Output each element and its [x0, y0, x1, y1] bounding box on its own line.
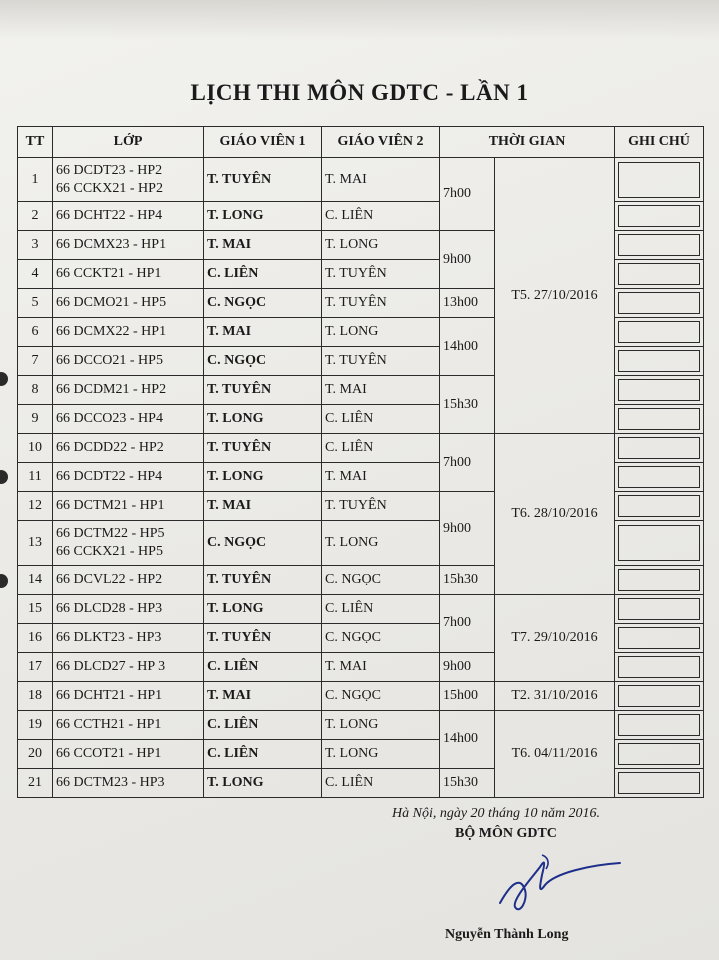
teacher-2: C. NGỌC	[322, 681, 440, 710]
note-box	[618, 772, 700, 794]
class-code: 66 DCTM22 - HP5 66 CCKX21 - HP5	[53, 521, 204, 565]
exam-date: T5. 27/10/2016	[495, 158, 615, 434]
note-cell	[615, 434, 704, 463]
signer-name: Nguyễn Thành Long	[445, 927, 569, 942]
teacher-2: T. LONG	[322, 318, 440, 347]
place-and-date: Hà Nội, ngày 20 tháng 10 năm 2016.	[392, 806, 601, 821]
teacher-1: T. TUYÊN	[204, 565, 322, 594]
row-number: 12	[18, 492, 53, 521]
teacher-2: T. TUYÊN	[322, 260, 440, 289]
class-code: 66 DLCD28 - HP3	[53, 594, 204, 623]
exam-time: 14h00	[440, 710, 495, 768]
row-number: 4	[18, 260, 53, 289]
teacher-1: T. MAI	[204, 231, 322, 260]
note-cell	[615, 289, 704, 318]
row-number: 7	[18, 347, 53, 376]
class-code: 66 DCHT21 - HP1	[53, 681, 204, 710]
note-cell	[615, 202, 704, 231]
row-number: 18	[18, 681, 53, 710]
exam-time: 9h00	[440, 652, 495, 681]
class-code: 66 CCOT21 - HP1	[53, 739, 204, 768]
header-teacher-2: GIÁO VIÊN 2	[322, 127, 440, 158]
note-box	[618, 162, 700, 198]
row-number: 10	[18, 434, 53, 463]
class-code: 66 DCHT22 - HP4	[53, 202, 204, 231]
note-cell	[615, 347, 704, 376]
exam-time: 14h00	[440, 318, 495, 376]
row-number: 21	[18, 768, 53, 797]
teacher-2: C. LIÊN	[322, 768, 440, 797]
row-number: 6	[18, 318, 53, 347]
teacher-2: T. MAI	[322, 376, 440, 405]
teacher-1: T. LONG	[204, 463, 322, 492]
note-cell	[615, 231, 704, 260]
note-cell	[615, 739, 704, 768]
row-number: 20	[18, 739, 53, 768]
teacher-2: T. TUYÊN	[322, 347, 440, 376]
table-row	[18, 434, 704, 463]
class-code: 66 DCDT23 - HP2 66 CCKX21 - HP2	[53, 158, 204, 202]
teacher-1: T. TUYÊN	[204, 434, 322, 463]
exam-date: T7. 29/10/2016	[495, 594, 615, 681]
teacher-1: T. MAI	[204, 492, 322, 521]
note-cell	[615, 623, 704, 652]
row-number: 14	[18, 565, 53, 594]
row-number: 2	[18, 202, 53, 231]
row-number: 1	[18, 158, 53, 202]
teacher-1: T. MAI	[204, 318, 322, 347]
exam-time: 15h30	[440, 768, 495, 797]
teacher-2: C. LIÊN	[322, 594, 440, 623]
exam-schedule-table	[17, 126, 704, 798]
row-number: 16	[18, 623, 53, 652]
note-cell	[615, 376, 704, 405]
exam-date: T2. 31/10/2016	[495, 681, 615, 710]
teacher-2: T. LONG	[322, 739, 440, 768]
note-box	[618, 234, 700, 256]
row-number: 17	[18, 652, 53, 681]
note-box	[618, 525, 700, 561]
exam-time: 15h00	[440, 681, 495, 710]
note-box	[618, 321, 700, 343]
table-header-row	[18, 127, 704, 158]
teacher-1: C. LIÊN	[204, 652, 322, 681]
teacher-1: T. MAI	[204, 681, 322, 710]
row-number: 9	[18, 405, 53, 434]
exam-time: 9h00	[440, 231, 495, 289]
note-cell	[615, 594, 704, 623]
note-box	[618, 685, 700, 707]
table-row	[18, 710, 704, 739]
note-cell	[615, 681, 704, 710]
teacher-1: T. LONG	[204, 768, 322, 797]
row-number: 13	[18, 521, 53, 565]
note-box	[618, 598, 700, 620]
teacher-1: T. TUYÊN	[204, 623, 322, 652]
note-box	[618, 714, 700, 736]
note-cell	[615, 652, 704, 681]
teacher-1: C. NGỌC	[204, 289, 322, 318]
teacher-2: T. MAI	[322, 652, 440, 681]
table-row	[18, 594, 704, 623]
class-code: 66 DCCO21 - HP5	[53, 347, 204, 376]
exam-time: 13h00	[440, 289, 495, 318]
note-box	[618, 350, 700, 372]
note-cell	[615, 521, 704, 565]
class-code: 66 DCMX23 - HP1	[53, 231, 204, 260]
punch-hole	[0, 372, 8, 386]
exam-time: 15h30	[440, 565, 495, 594]
teacher-2: T. MAI	[322, 158, 440, 202]
punch-hole	[0, 574, 8, 588]
teacher-1: C. NGỌC	[204, 521, 322, 565]
note-cell	[615, 463, 704, 492]
note-cell	[615, 565, 704, 594]
note-box	[618, 495, 700, 517]
note-box	[618, 205, 700, 227]
class-code: 66 DCTM21 - HP1	[53, 492, 204, 521]
exam-time: 7h00	[440, 594, 495, 652]
note-cell	[615, 260, 704, 289]
exam-date: T6. 04/11/2016	[495, 710, 615, 797]
header-note: GHI CHÚ	[615, 127, 704, 158]
note-box	[618, 627, 700, 649]
teacher-1: T. LONG	[204, 594, 322, 623]
class-code: 66 DCDT22 - HP4	[53, 463, 204, 492]
teacher-1: T. TUYÊN	[204, 376, 322, 405]
class-code: 66 DCCO23 - HP4	[53, 405, 204, 434]
table-body	[18, 158, 704, 798]
note-cell	[615, 158, 704, 202]
teacher-1: C. LIÊN	[204, 739, 322, 768]
class-code: 66 DCTM23 - HP3	[53, 768, 204, 797]
teacher-1: C. LIÊN	[204, 710, 322, 739]
exam-date: T6. 28/10/2016	[495, 434, 615, 594]
teacher-2: T. LONG	[322, 231, 440, 260]
row-number: 19	[18, 710, 53, 739]
header-class: LỚP	[53, 127, 204, 158]
class-code: 66 CCKT21 - HP1	[53, 260, 204, 289]
exam-time: 9h00	[440, 492, 495, 565]
note-cell	[615, 710, 704, 739]
exam-time: 7h00	[440, 434, 495, 492]
note-box	[618, 408, 700, 430]
teacher-1: T. LONG	[204, 405, 322, 434]
note-cell	[615, 318, 704, 347]
row-number: 3	[18, 231, 53, 260]
teacher-2: T. LONG	[322, 521, 440, 565]
teacher-2: T. TUYÊN	[322, 289, 440, 318]
note-box	[618, 292, 700, 314]
note-cell	[615, 405, 704, 434]
teacher-1: C. LIÊN	[204, 260, 322, 289]
row-number: 15	[18, 594, 53, 623]
row-number: 11	[18, 463, 53, 492]
teacher-2: C. LIÊN	[322, 434, 440, 463]
class-code: 66 DCMX22 - HP1	[53, 318, 204, 347]
teacher-1: T. LONG	[204, 202, 322, 231]
note-box	[618, 437, 700, 459]
class-code: 66 DLKT23 - HP3	[53, 623, 204, 652]
note-box	[618, 466, 700, 488]
note-cell	[615, 492, 704, 521]
note-box	[618, 379, 700, 401]
row-number: 8	[18, 376, 53, 405]
class-code: 66 CCTH21 - HP1	[53, 710, 204, 739]
header-teacher-1: GIÁO VIÊN 1	[204, 127, 322, 158]
class-code: 66 DLCD27 - HP 3	[53, 652, 204, 681]
note-cell	[615, 768, 704, 797]
teacher-2: C. NGỌC	[322, 623, 440, 652]
class-code: 66 DCMO21 - HP5	[53, 289, 204, 318]
row-number: 5	[18, 289, 53, 318]
class-code: 66 DCVL22 - HP2	[53, 565, 204, 594]
note-box	[618, 569, 700, 591]
signature-image	[470, 845, 630, 925]
teacher-2: C. NGỌC	[322, 565, 440, 594]
department-name: BỘ MÔN GDTC	[455, 826, 557, 841]
table-row	[18, 158, 704, 202]
teacher-2: C. LIÊN	[322, 202, 440, 231]
teacher-2: C. LIÊN	[322, 405, 440, 434]
teacher-1: T. TUYÊN	[204, 158, 322, 202]
teacher-2: T. MAI	[322, 463, 440, 492]
paper-shadow	[0, 0, 719, 40]
teacher-2: T. LONG	[322, 710, 440, 739]
header-time: THỜI GIAN	[440, 127, 615, 158]
note-box	[618, 743, 700, 765]
teacher-1: C. NGỌC	[204, 347, 322, 376]
teacher-2: T. TUYÊN	[322, 492, 440, 521]
punch-hole	[0, 470, 8, 484]
exam-time: 7h00	[440, 158, 495, 231]
note-box	[618, 263, 700, 285]
class-code: 66 DCDD22 - HP2	[53, 434, 204, 463]
note-box	[618, 656, 700, 678]
document-title: LỊCH THI MÔN GDTC - LẦN 1	[190, 80, 529, 105]
exam-time: 15h30	[440, 376, 495, 434]
class-code: 66 DCDM21 - HP2	[53, 376, 204, 405]
header-tt: TT	[18, 127, 53, 158]
table-row	[18, 681, 704, 710]
